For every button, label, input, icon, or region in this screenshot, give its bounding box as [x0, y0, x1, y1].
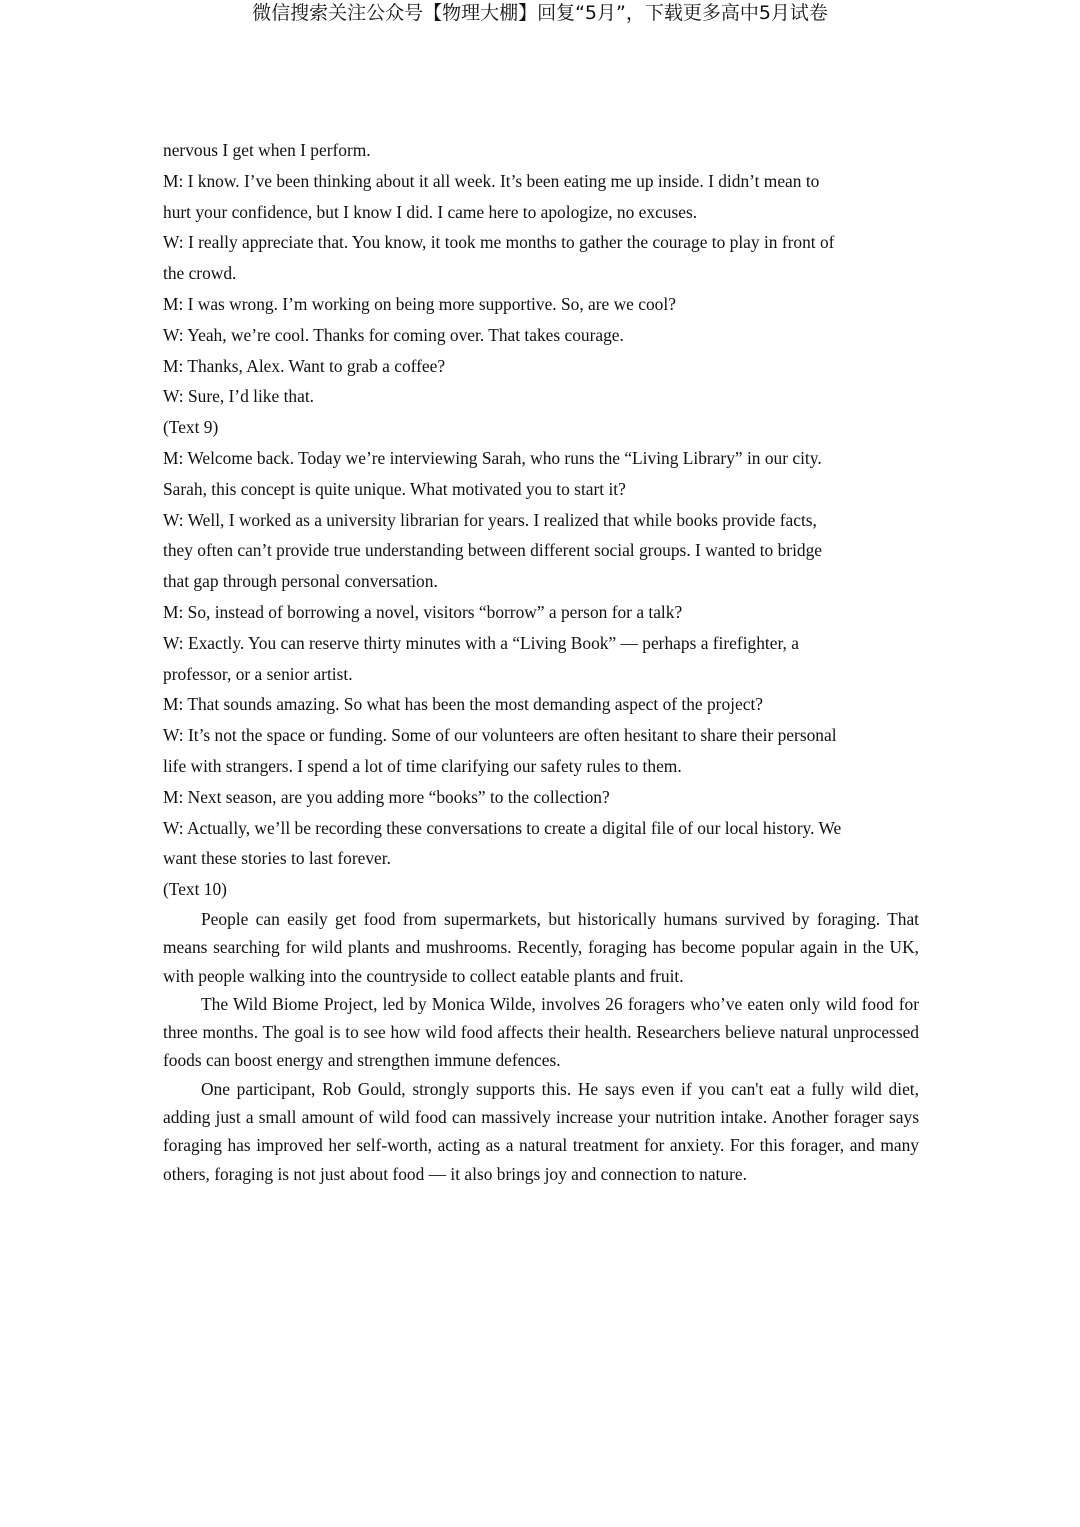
dialogue-line: M: I was wrong. I’m working on being more supportive. So, are we cool?	[163, 293, 676, 314]
dialogue-line: W: Actually, we’ll be recording these conversations to create a digital file of our local history. We	[163, 817, 842, 838]
dialogue-line: want these stories to last forever.	[163, 848, 391, 869]
section-heading-text-10: (Text 10)	[163, 879, 227, 900]
page-header-banner: 微信搜索关注公众号【物理大棚】回复“5月”，下载更多高中5月试卷	[252, 2, 828, 24]
section-heading-text-9: (Text 9)	[163, 417, 219, 438]
passage-paragraph: One participant, Rob Gould, strongly supports this. He says even if you can't eat a fully wild diet, adding just a small amount of wild food can massively increase your nutrition intake. Another forager says foraging has improved her self-worth, acting as a natural treatment for anxiety. For this forager, and many others, foraging is not just about food — it also brings joy and connection to nature.	[163, 1078, 919, 1184]
dialogue-line: M: Welcome back. Today we’re interviewing Sarah, who runs the “Living Library” in our city.	[163, 447, 822, 468]
dialogue-line: W: I really appreciate that. You know, it took me months to gather the courage to play in front of	[163, 232, 835, 253]
dialogue-line: they often can’t provide true understanding between different social groups. I wanted to bridge	[163, 540, 823, 561]
passage-paragraph: People can easily get food from supermarkets, but historically humans survived by foraging. That means searching for wild plants and mushrooms. Recently, foraging has become popular again in the UK, with people walking into the countryside to collect eatable plants and fruit.	[163, 908, 919, 986]
dialogue-line: M: I know. I’ve been thinking about it all week. It’s been eating me up inside. I didn’t mean to	[163, 170, 820, 191]
dialogue-line: W: Well, I worked as a university librarian for years. I realized that while books provide facts,	[163, 509, 817, 530]
dialogue-line: Sarah, this concept is quite unique. What motivated you to start it?	[163, 478, 626, 499]
document-body	[163, 135, 919, 1188]
dialogue-line: professor, or a senior artist.	[163, 663, 353, 684]
passage-paragraph: The Wild Biome Project, led by Monica Wilde, involves 26 foragers who’ve eaten only wild food for three months. The goal is to see how wild food affects their health. Researchers believe natural unprocessed foods can boost energy and strengthen immune defences.	[163, 993, 919, 1071]
dialogue-line: that gap through personal conversation.	[163, 571, 438, 592]
dialogue-line: hurt your confidence, but I know I did. I came here to apologize, no excuses.	[163, 201, 698, 222]
dialogue-line: M: That sounds amazing. So what has been the most demanding aspect of the project?	[163, 694, 763, 715]
dialogue-line: nervous I get when I perform.	[163, 140, 371, 160]
dialogue-line: W: Yeah, we’re cool. Thanks for coming over. That takes courage.	[163, 324, 624, 345]
dialogue-line: W: Exactly. You can reserve thirty minutes with a “Living Book” — perhaps a firefighter, a	[163, 632, 799, 653]
dialogue-line: M: Thanks, Alex. Want to grab a coffee?	[163, 355, 446, 376]
dialogue-line: the crowd.	[163, 263, 237, 284]
dialogue-line: M: So, instead of borrowing a novel, visitors “borrow” a person for a talk?	[163, 601, 683, 622]
dialogue-line: M: Next season, are you adding more “books” to the collection?	[163, 786, 610, 807]
dialogue-line: W: It’s not the space or funding. Some of our volunteers are often hesitant to share their personal	[163, 725, 837, 746]
dialogue-line: life with strangers. I spend a lot of time clarifying our safety rules to them.	[163, 755, 682, 776]
dialogue-section	[163, 135, 919, 905]
dialogue-line: W: Sure, I’d like that.	[163, 386, 314, 407]
passage-section	[163, 905, 919, 1188]
